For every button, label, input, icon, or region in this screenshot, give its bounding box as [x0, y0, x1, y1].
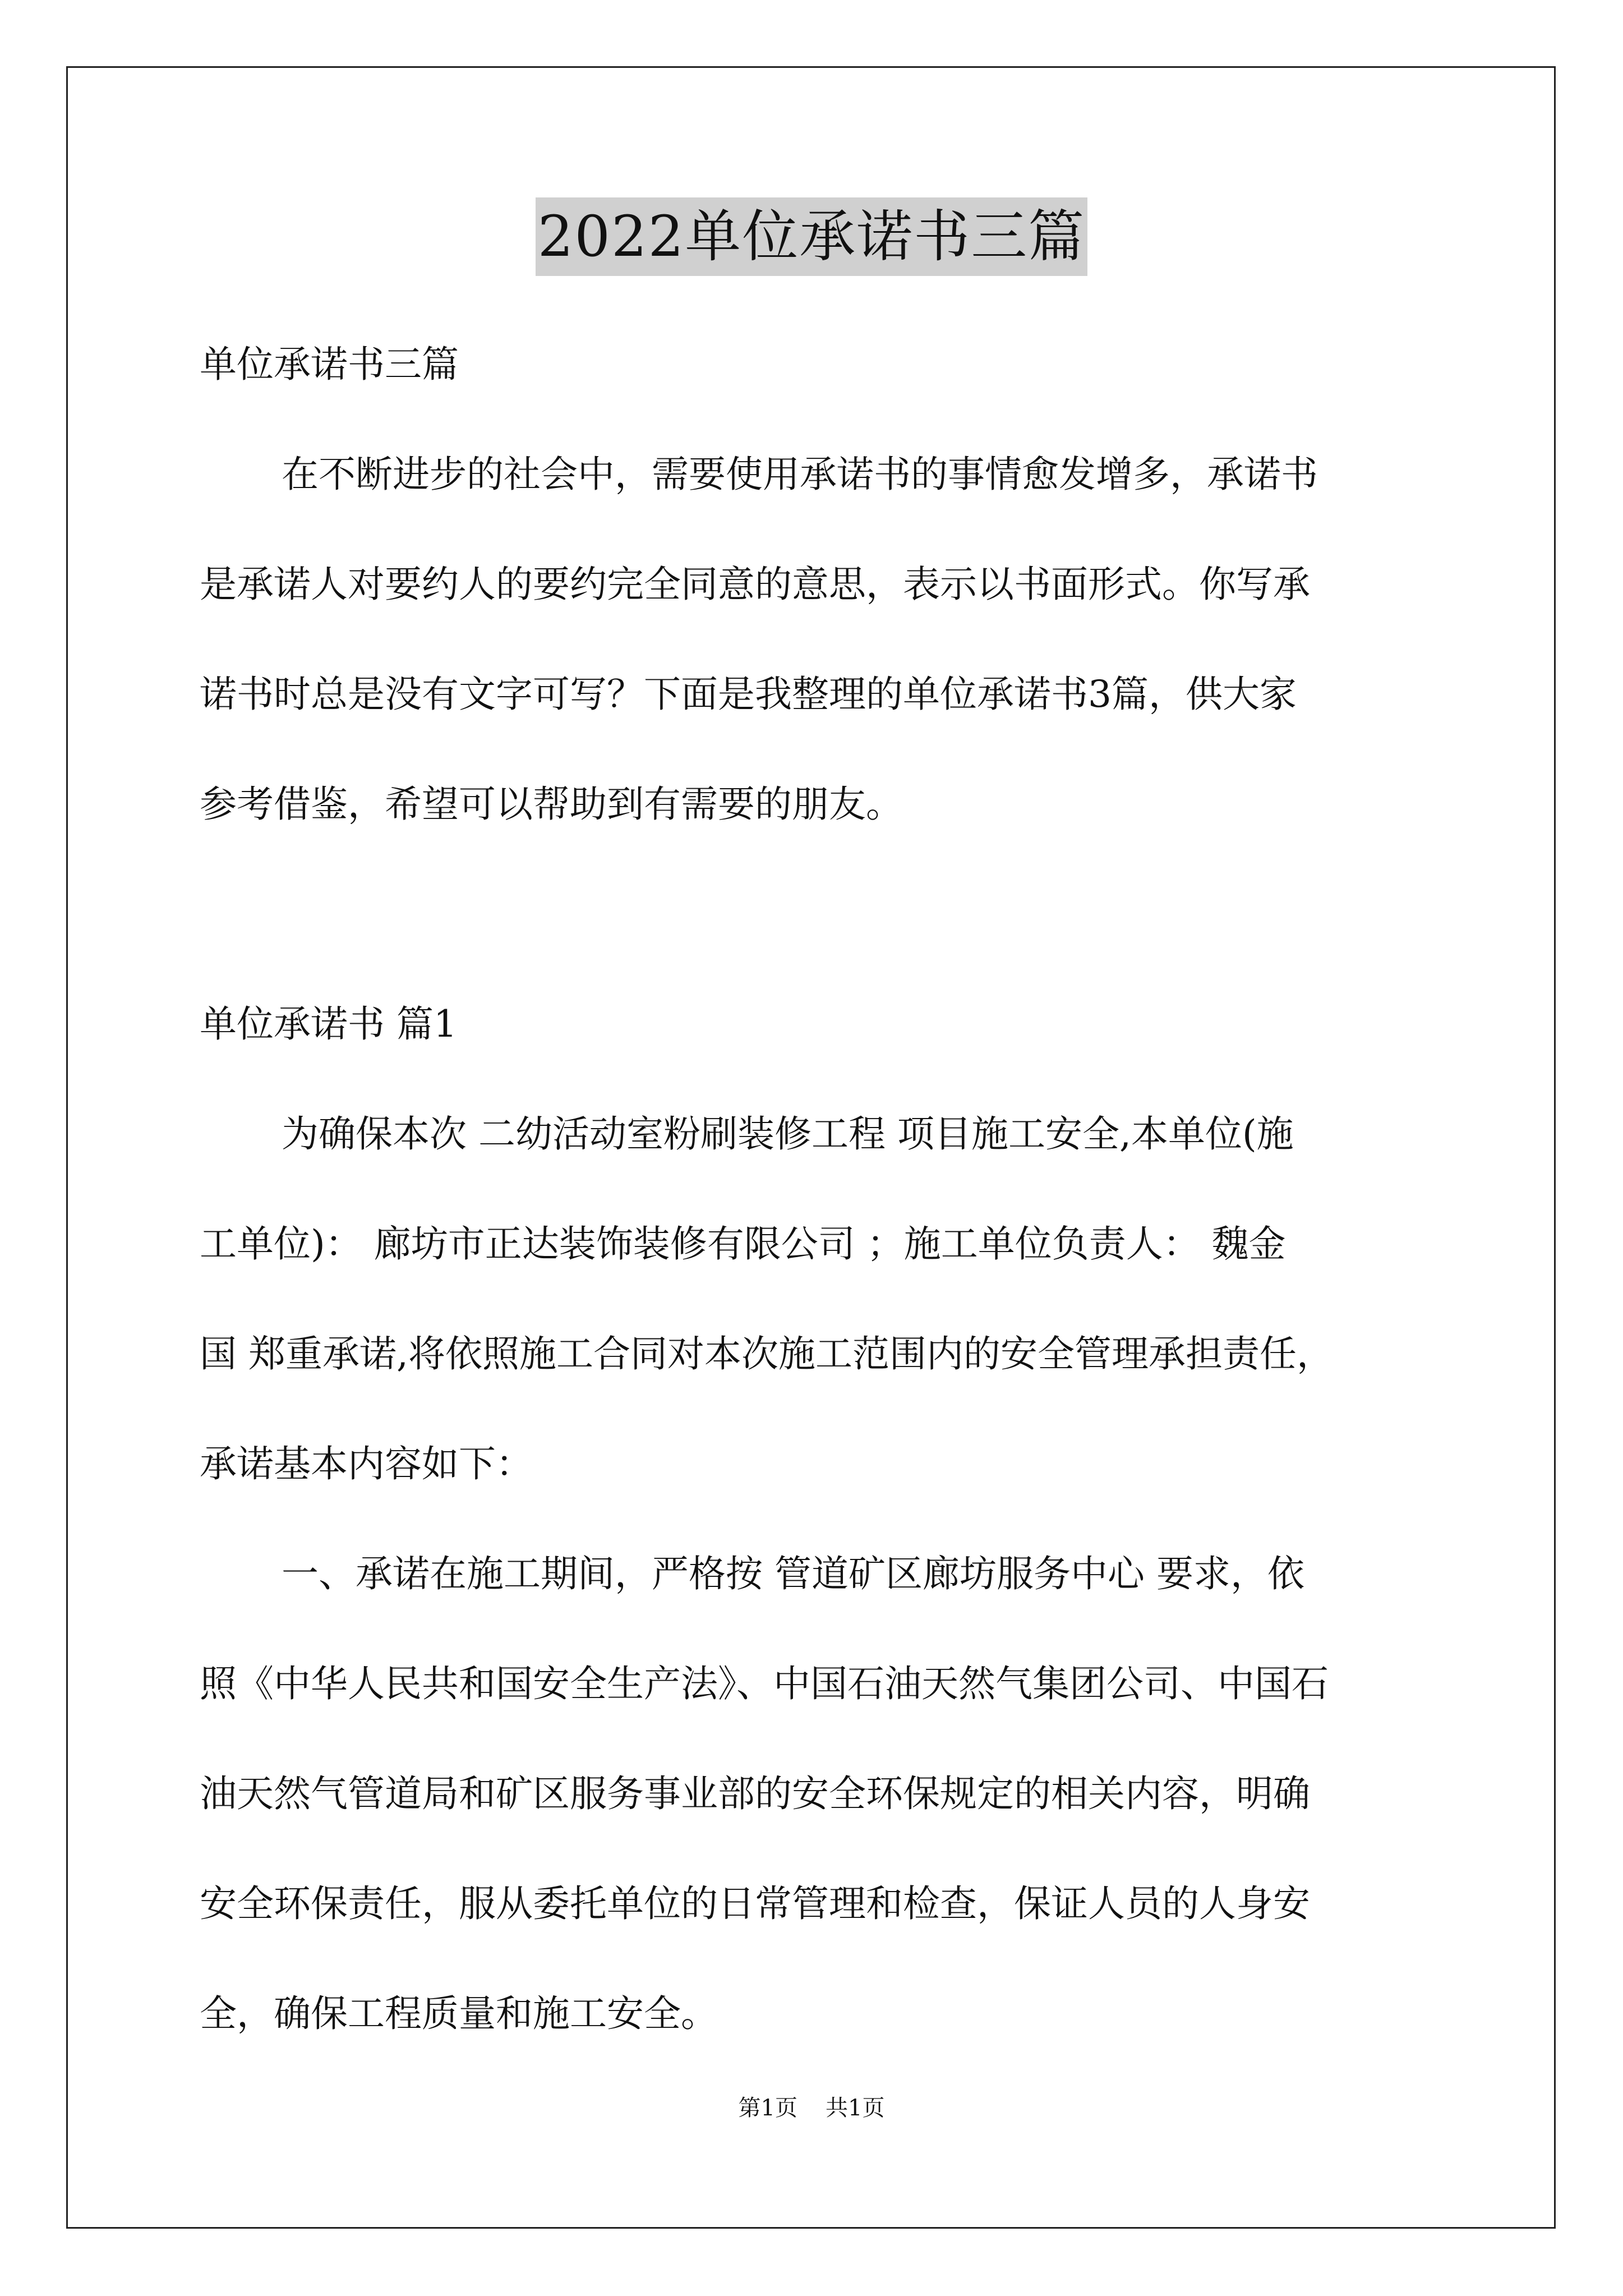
document-subtitle: 单位承诺书三篇 — [200, 343, 459, 386]
section-heading: 单位承诺书 篇1 — [200, 1002, 457, 1046]
paragraph-line: 一、承诺在施工期间，严格按 管道矿区廊坊服务中心 要求，依 — [282, 1552, 1304, 1595]
paragraph-line: 照《中华人民共和国安全生产法》、中国石油天然气集团公司、中国石 — [200, 1662, 1329, 1705]
page-total: 共1页 — [826, 2095, 885, 2121]
page-number: 第1页 — [738, 2095, 797, 2121]
commitment-item-one — [200, 1519, 1433, 2069]
paragraph-line: 承诺基本内容如下： — [200, 1442, 533, 1485]
blank-line — [200, 859, 1433, 969]
paragraph-line: 在不断进步的社会中，需要使用承诺书的事情愈发增多，承诺书 — [282, 453, 1318, 496]
document-title: 2022单位承诺书三篇 — [536, 197, 1088, 276]
paragraph-line: 参考借鉴，希望可以帮助到有需要的朋友。 — [200, 783, 903, 826]
paragraph-line: 国 郑重承诺,将依照施工合同对本次施工范围内的安全管理承担责任， — [200, 1332, 1334, 1375]
paragraph-line: 全，确保工程质量和施工安全。 — [200, 1992, 718, 2035]
intro-paragraph — [200, 420, 1433, 859]
paragraph-line: 诺书时总是没有文字可写？下面是我整理的单位承诺书3篇，供大家 — [200, 673, 1297, 716]
paragraph-line: 为确保本次 二幼活动室粉刷装修工程 项目施工安全,本单位(施 — [282, 1112, 1294, 1156]
page-footer — [0, 2091, 1623, 2125]
paragraph-line: 安全环保责任，服从委托单位的日常管理和检查，保证人员的人身安 — [200, 1882, 1310, 1925]
document-body — [200, 310, 1433, 2069]
commitment-paragraph — [200, 1079, 1433, 1519]
title-container — [0, 197, 1623, 276]
paragraph-line: 油天然气管道局和矿区服务事业部的安全环保规定的相关内容，明确 — [200, 1772, 1310, 1815]
paragraph-line: 是承诺人对要约人的要约完全同意的意思，表示以书面形式。你写承 — [200, 563, 1310, 606]
paragraph-line: 工单位)： 廊坊市正达装饰装修有限公司 ；施工单位负责人： 魏金 — [200, 1222, 1286, 1266]
